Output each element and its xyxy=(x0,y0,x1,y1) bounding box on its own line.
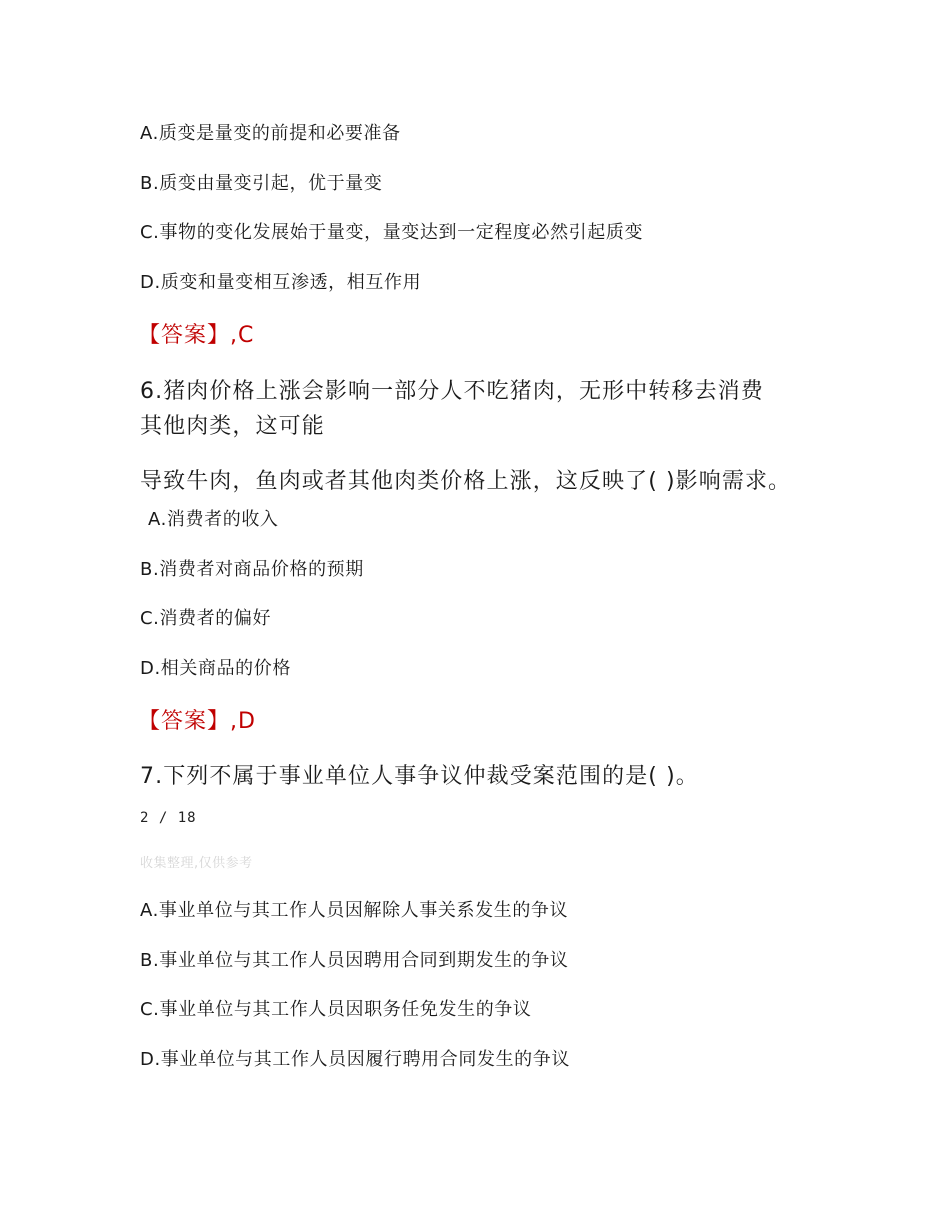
q6-stem-line-2: 其他肉类，这可能 xyxy=(140,414,325,439)
page-number: 2 / 18 xyxy=(140,810,197,826)
q5-option-c: C.事物的变化发展始于量变，量变达到一定程度必然引起质变 xyxy=(140,222,644,243)
q5-option-b: B.质变由量变引起，优于量变 xyxy=(140,173,383,194)
q7-option-b: B.事业单位与其工作人员因聘用合同到期发生的争议 xyxy=(140,950,569,971)
q5-answer: 【答案】,C xyxy=(138,323,255,348)
q7-stem: 7.下列不属于事业单位人事争议仲裁受案范围的是( )。 xyxy=(140,764,699,789)
q7-option-a: A.事业单位与其工作人员因解除人事关系发生的争议 xyxy=(140,900,569,921)
q6-stem-line-3: 导致牛肉，鱼肉或者其他肉类价格上涨，这反映了( )影响需求。 xyxy=(140,469,792,494)
q7-option-c: C.事业单位与其工作人员因职务任免发生的争议 xyxy=(140,999,532,1020)
q6-option-c: C.消费者的偏好 xyxy=(140,608,272,629)
q5-option-a: A.质变是量变的前提和必要准备 xyxy=(140,123,401,144)
watermark-text: 收集整理,仅供参考 xyxy=(140,856,253,871)
q6-stem-line-1: 6.猪肉价格上涨会影响一部分人不吃猪肉，无形中转移去消费 xyxy=(140,379,764,404)
q6-option-d: D.相关商品的价格 xyxy=(140,658,291,679)
q5-option-d: D.质变和量变相互渗透，相互作用 xyxy=(140,272,422,293)
q7-option-d: D.事业单位与其工作人员因履行聘用合同发生的争议 xyxy=(140,1049,570,1070)
q6-option-b: B.消费者对商品价格的预期 xyxy=(140,559,364,580)
q6-option-a: A.消费者的收入 xyxy=(148,509,279,530)
q6-answer: 【答案】,D xyxy=(138,709,256,734)
